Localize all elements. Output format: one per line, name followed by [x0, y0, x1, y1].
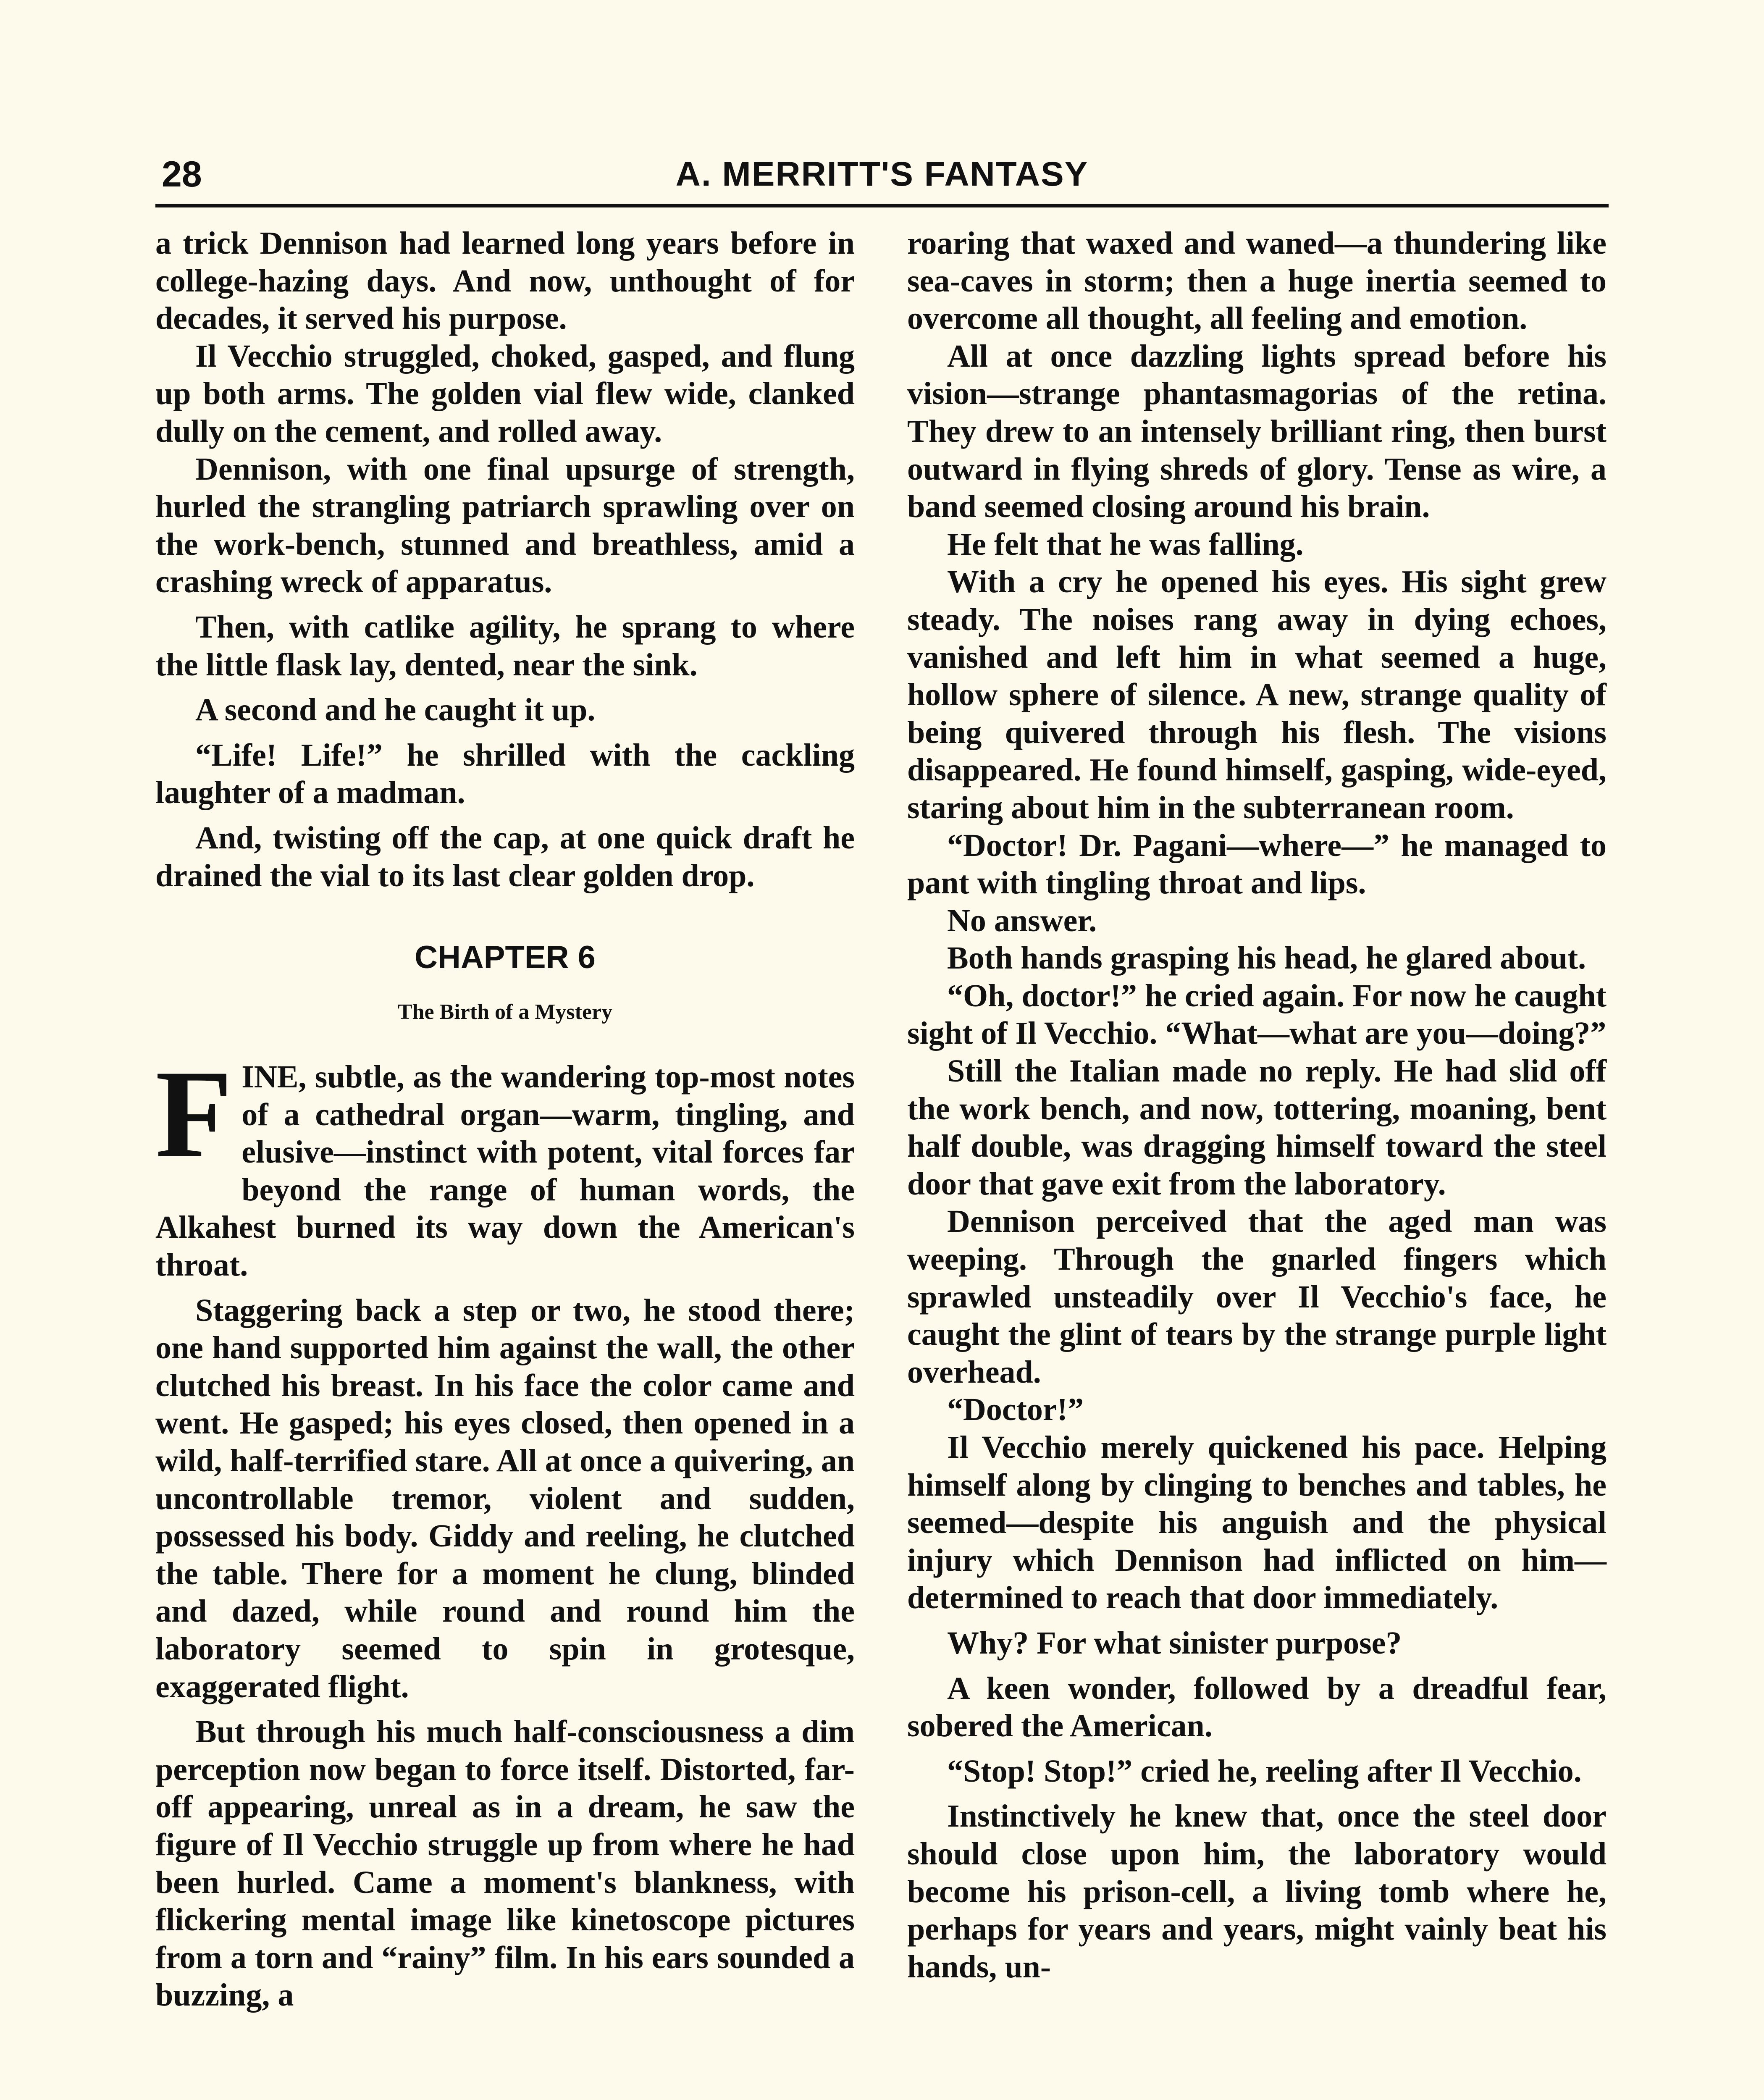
paragraph: A second and he caught it up.	[195, 692, 596, 728]
page-number: 28	[162, 154, 202, 194]
paragraph: Il Vecchio struggled, choked, gasped, and flung up both arms. The golden vial flew wide, clanked dully on the cement, and rolled away.	[155, 338, 855, 449]
paragraph: Then, with catlike agility, he sprang to where the little flask lay, dented, near the sink.	[155, 609, 855, 682]
opening-paragraph	[155, 1044, 855, 1284]
paragraph: Dennison perceived that the aged man was weeping. Through the gnarled fingers which sprawled unsteadily over Il Vecchio's face, he caught the glint of tears by the strange purple light overhead.	[907, 1204, 1606, 1390]
paragraph: Still the Italian made no reply. He had slid off the work bench, and now, tottering, moaning, bent half double, was dragging himself toward the steel door that gave exit from the laboratory.	[907, 1053, 1606, 1202]
paragraph: Staggering back a step or two, he stood there; one hand supported him against the wall, the other clutched his breast. In his face the color came and went. He gasped; his eyes closed, then opened in a wild, half-terrified stare. All at once a quivering, an uncontrollable tremor, violent and sudden, possessed his body. Giddy and reeling, he clutched the table. There for a moment he clung, blinded and dazed, while round and round him the laboratory seemed to spin in grotesque, exaggerated flight.	[155, 1292, 855, 1704]
paragraph: A keen wonder, followed by a dreadful fear, sobered the American.	[907, 1670, 1606, 1744]
chapter-subtitle: The Birth of a Mystery	[397, 1000, 613, 1024]
paragraph: He felt that he was falling.	[947, 526, 1304, 562]
page-header	[155, 149, 1609, 204]
paragraph: All at once dazzling lights spread before his vision—strange phantasmagorias of the retina. They drew to an intensely brilliant ring, then burst outward in flying shreds of glory. Tense as wire, a band seemed closing around his brain.	[907, 338, 1606, 525]
paragraph: “Oh, doctor!” he cried again. For now he caught sight of Il Vecchio. “What—what are you—doing?”	[907, 978, 1606, 1051]
paragraph: And, twisting off the cap, at one quick draft he drained the vial to its last clear golden drop.	[155, 820, 855, 893]
paragraph: a trick Dennison had learned long years before in college-hazing days. And now, unthought of for decades, it served his purpose.	[155, 226, 855, 336]
paragraph: But through his much half-consciousness a dim perception now began to force itself. Distorted, far-off appearing, unreal as in a dream, he saw the figure of Il Vecchio struggle up from where he had been hurled. Came a moment's blankness, with flickering mental image like kinetoscope pictures from a torn and “rainy” film. In his ears sounded a buzzing, a	[155, 1714, 855, 2013]
drop-cap: F	[155, 1044, 233, 1184]
chapter-title: CHAPTER 6	[415, 940, 596, 976]
running-head: A. MERRITT'S FANTASY	[675, 155, 1089, 193]
paragraph: Dennison, with one final upsurge of strength, hurled the strangling patriarch sprawling over on the work-bench, stunned and breathless, amid a crashing wreck of apparatus.	[155, 451, 855, 600]
paragraph: Why? For what sinister purpose?	[947, 1625, 1402, 1661]
right-column	[907, 225, 1606, 1986]
header-rule	[155, 204, 1609, 207]
paragraph: “Stop! Stop!” cried he, reeling after Il Vecchio.	[947, 1753, 1582, 1789]
opening-paragraph-text: INE, subtle, as the wandering top-most notes of a cathedral organ—warm, tingling, and elusive—instinct with potent, vital forces far beyond the range of human words, the Alkahest burned its way down the American's throat.	[155, 1059, 855, 1283]
paragraph: “Life! Life!” he shrilled with the cackling laughter of a madman.	[155, 737, 855, 811]
paragraph: “Doctor!”	[947, 1392, 1084, 1428]
paragraph: Instinctively he knew that, once the steel door should close upon him, the laboratory would become his prison-cell, a living tomb where he, perhaps for years and years, might vainly beat his hands, un-	[907, 1798, 1606, 1984]
paragraph: Il Vecchio merely quickened his pace. Helping himself along by clinging to benches and tables, he seemed—despite his anguish and the physical injury which Dennison had inflicted on him—determined to reach that door immediately.	[907, 1430, 1606, 1616]
paragraph: roaring that waxed and waned—a thundering like sea-caves in storm; then a huge inertia seemed to overcome all thought, all feeling and emotion.	[907, 226, 1606, 336]
paragraph: With a cry he opened his eyes. His sight grew steady. The noises rang away in dying echoes, vanished and left him in what seemed a huge, hollow sphere of silence. A new, strange quality of being quivered through his flesh. The visions disappeared. He found himself, gasping, wide-eyed, staring about him in the subterranean room.	[907, 564, 1606, 825]
paragraph: “Doctor! Dr. Pagani—where—” he managed to pant with tingling throat and lips.	[907, 827, 1606, 901]
paragraph: No answer.	[947, 903, 1097, 938]
paragraph: Both hands grasping his head, he glared about.	[947, 940, 1586, 976]
left-column	[155, 225, 855, 2014]
